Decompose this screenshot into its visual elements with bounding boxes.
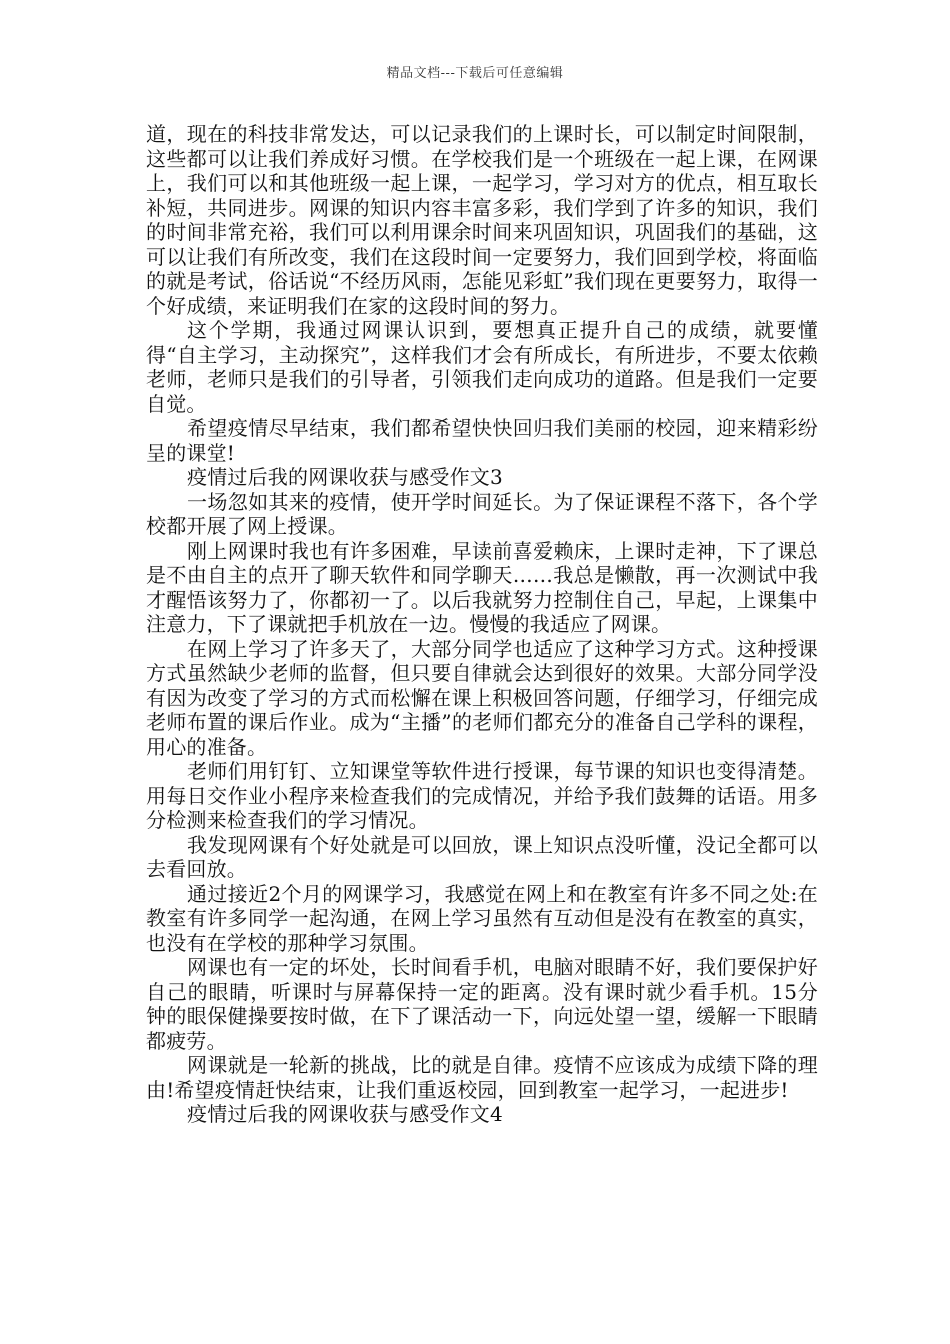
paragraph: 在网上学习了许多天了，大部分同学也适应了这种学习方式。这种授课方式虽然缺少老师的监督，但只要自律就会达到很好的效果。大部分同学没有因为改变了学习的方式而松懈在课上积极回答问题，仔细学习，仔细完成老师布置的课后作业。成为“主播”的老师们都充分的准备自己学科的课程，用心的准备。 [146, 636, 818, 759]
paragraph: 老师们用钉钉、立知课堂等软件进行授课，每节课的知识也变得清楚。用每日交作业小程序来检查我们的完成情况，并给予我们鼓舞的话语。用多分检测来检查我们的学习情况。 [146, 759, 818, 832]
paragraph: 我发现网课有个好处就是可以回放，课上知识点没听懂，没记全都可以去看回放。 [146, 832, 818, 881]
paragraph: 这个学期，我通过网课认识到，要想真正提升自己的成绩，就要懂得“自主学习，主动探究”，这样我们才会有所成长，有所进步，不要太依赖老师，老师只是我们的引导者，引领我们走向成功的道路。但是我们一定要自觉。 [146, 318, 818, 416]
paragraph: 网课也有一定的坏处，长时间看手机，电脑对眼睛不好，我们要保护好自己的眼睛，听课时与屏幕保持一定的距离。没有课时就少看手机。15分钟的眼保健操要按时做，在下了课活动一下，向远处望一望，缓解一下眼睛都疲劳。 [146, 955, 818, 1053]
section-title: 疫情过后我的网课收获与感受作文3 [187, 465, 503, 489]
paragraph: 希望疫情尽早结束，我们都希望快快回归我们美丽的校园，迎来精彩纷呈的课堂! [146, 416, 818, 465]
document-body [146, 122, 818, 1127]
page-header: 精品文档---下载后可任意编辑 [386, 66, 564, 81]
paragraph: 道，现在的科技非常发达，可以记录我们的上课时长，可以制定时间限制，这些都可以让我们养成好习惯。在学校我们是一个班级在一起上课，在网课上，我们可以和其他班级一起上课，一起学习，学习对方的优点，相互取长补短，共同进步。网课的知识内容丰富多彩，我们学到了许多的知识，我们的时间非常充裕，我们可以利用课余时间来巩固知识，巩固我们的基础，这可以让我们有所改变，我们在这段时间一定要努力，我们回到学校，将面临的就是考试，俗话说“不经历风雨，怎能见彩虹”我们现在更要努力，取得一个好成绩，来证明我们在家的这段时间的努力。 [146, 122, 818, 318]
paragraph: 刚上网课时我也有许多困难，早读前喜爱赖床，上课时走神，下了课总是不由自主的点开了聊天软件和同学聊天……我总是懒散，再一次测试中我才醒悟该努力了，你都初一了。以后我就努力控制住自己，早起，上课集中注意力，下了课就把手机放在一边。慢慢的我适应了网课。 [146, 538, 818, 636]
paragraph: 通过接近2个月的网课学习，我感觉在网上和在教室有许多不同之处:在教室有许多同学一起沟通，在网上学习虽然有互动但是没有在教室的真实，也没有在学校的那种学习氛围。 [146, 881, 818, 955]
paragraph: 网课就是一轮新的挑战，比的就是自律。疫情不应该成为成绩下降的理由!希望疫情赶快结束，让我们重返校园，回到教室一起学习，一起进步! [146, 1053, 818, 1102]
paragraph: 一场忽如其来的疫情，使开学时间延长。为了保证课程不落下，各个学校都开展了网上授课。 [146, 489, 818, 538]
section-title: 疫情过后我的网课收获与感受作文4 [187, 1102, 503, 1126]
